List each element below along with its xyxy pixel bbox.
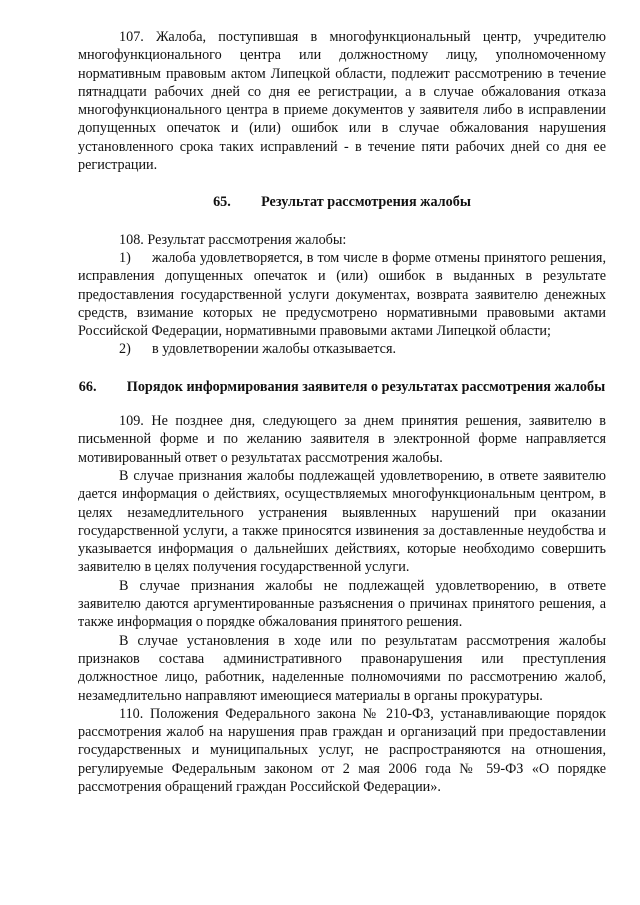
document-body	[78, 28, 606, 796]
list-item-108-1	[78, 249, 606, 340]
section-number: 66.	[78, 378, 97, 395]
list-item-text: жалоба удовлетворяется, в том числе в форме отмены принятого решения, исправления допущенных опечаток и (или) ошибок в выданных в результате предоставления государственной услуги документах, возврата заявителю денежных средств, взимание которых не предусмотрено нормативными правовыми актами Российской Федерации, нормативными правовыми актами Липецкой области;	[78, 249, 606, 340]
list-marker: 1)	[119, 249, 131, 266]
paragraph-107: 107. Жалоба, поступившая в многофункциональный центр, учредителю многофункционального центра или должностному лицу, уполномоченному нормативным правовым актом Липецкой области, подлежит рассмотрению в течение пятнадцати рабочих дней со дня ее регистрации, а в случае обжалования отказа многофункционального центра в приеме документов у заявителя либо в исправлении допущенных опечаток и (или) ошибок или в случае обжалования нарушения установленного срока таких исправлений - в течение пяти рабочих дней со дня ее регистрации.	[78, 29, 606, 174]
list-item-108-2	[78, 340, 606, 358]
section-heading-65	[78, 193, 606, 211]
paragraph-110: 110. Положения Федерального закона № 210-ФЗ, устанавливающие порядок рассмотрения жалоб на нарушения прав граждан и организаций при предоставлении государственных и муниципальных услуг, не распространяются на отношения, регулируемые Федеральным законом от 2 мая 2006 года № 59-ФЗ «О порядке рассмотрения обращений граждан Российской Федерации».	[78, 705, 606, 795]
paragraph-109-b: В случае признания жалобы не подлежащей удовлетворению, в ответе заявителю даются аргументированные разъяснения о причинах принятого решения, а также информация о порядке обжалования принятого решения.	[78, 577, 606, 631]
section-number: 65.	[213, 194, 231, 211]
paragraph-108: 108. Результат рассмотрения жалобы:	[119, 231, 347, 248]
paragraph-109-c: В случае установления в ходе или по результатам рассмотрения жалобы признаков состава административного правонарушения или преступления должностное лицо, работник, наделенные полномочиями по рассмотрению жалоб, незамедлительно направляют имеющиеся материалы в органы прокуратуры.	[78, 632, 606, 704]
paragraph-109-a: В случае признания жалобы подлежащей удовлетворению, в ответе заявителю дается информация о действиях, осуществляемых многофункциональным центром, в целях незамедлительного устранения выявленных нарушений при оказании государственной услуги, а также приносятся извинения за доставленные неудобства и указывается информация о дальнейших действиях, которые необходимо совершить заявителю в целях получения государственной услуги.	[78, 467, 606, 576]
list-marker: 2)	[119, 341, 131, 358]
list-item-text: в удовлетворении жалобы отказывается.	[152, 341, 397, 358]
paragraph-109: 109. Не позднее дня, следующего за днем принятия решения, заявителю в письменной форме и по желанию заявителя в электронной форме направляется мотивированный ответ о результатах рассмотрения жалобы.	[78, 413, 606, 466]
section-title: Результат рассмотрения жалобы	[261, 194, 471, 211]
section-title: Порядок информирования заявителя о результатах рассмотрения жалобы	[126, 378, 606, 395]
section-heading-66	[78, 378, 606, 396]
